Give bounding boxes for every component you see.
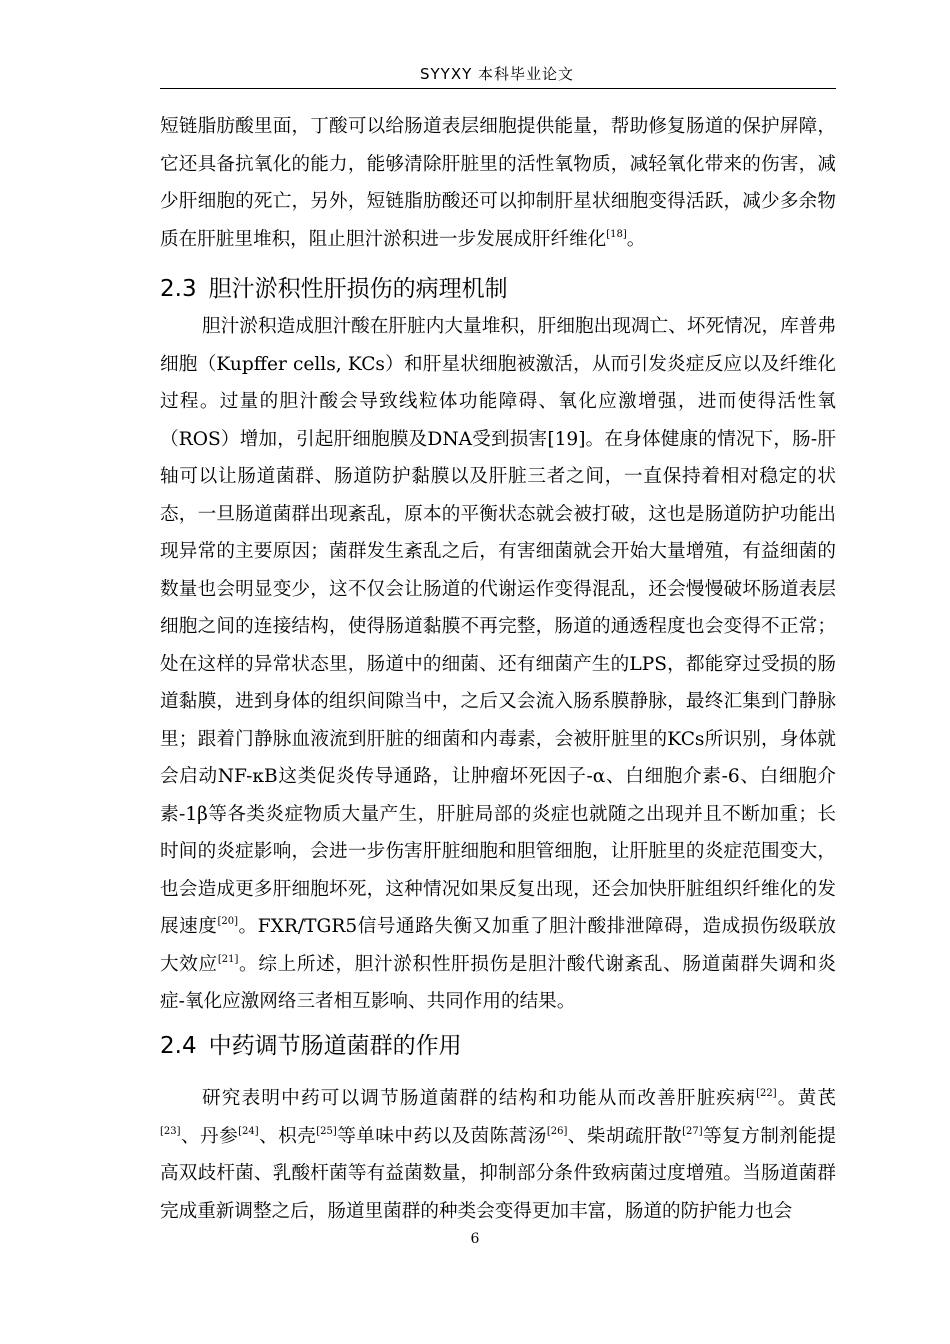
header-divider <box>160 88 836 89</box>
section-number: 2.3 <box>160 276 197 302</box>
paragraph <box>160 1080 836 1230</box>
paragraph-text: 、柴胡疏肝散 <box>567 1125 683 1147</box>
section-2-3-body <box>160 308 836 1021</box>
section-2-4-body <box>160 1080 836 1230</box>
paragraph-text: 等单味中药以及茵陈蒿汤 <box>336 1125 547 1147</box>
citation: [26] <box>546 1125 568 1137</box>
section-heading-2-3 <box>160 274 836 304</box>
section-number: 2.4 <box>160 1033 197 1059</box>
paragraph-text: 研究表明中药可以调节肠道菌群的结构和功能从而改善肝脏疾病 <box>202 1088 757 1109</box>
paragraph-text: 短链脂肪酸里面，丁酸可以给肠道表层细胞提供能量，帮助修复肠道的保护屏障，它还具备抗氧化的能力，能够清除肝脏里的活性氧物质，减轻氧化带来的伤害，减少肝细胞的死亡，另外，短链脂肪酸还可以抑制肝星状细胞变得活跃，减少多余物质在肝脏里堆积，阻止胆汁淤积进一步发展成肝纤维化 <box>160 116 836 250</box>
paragraph <box>160 108 836 258</box>
citation: [21] <box>217 953 239 965</box>
citation: [22] <box>756 1088 777 1099</box>
page-number: 6 <box>470 1231 480 1247</box>
paragraph-text: 。综上所述，胆汁淤积性肝损伤是胆汁酸代谢紊乱、肠道菌群失调和炎症-氧化应激网络三者相互影响、共同作用的结果。 <box>160 953 836 1012</box>
paragraph-text: 。黄芪 <box>776 1088 836 1109</box>
paragraph-continuation <box>160 108 836 258</box>
citation: [25] <box>316 1125 337 1137</box>
section-heading-2-4 <box>160 1031 836 1061</box>
paragraph-text: 。FXR/TGR5信号通路失衡又加重了胆汁酸排泄障碍，造成损伤级联放大效应 <box>160 916 836 975</box>
paragraph-text: 、枳壳 <box>258 1125 317 1147</box>
paragraph-text: 等复方制剂能提高双歧杆菌、乳酸杆菌等有益菌数量，抑制部分条件致病菌过度增殖。当肠道菌群完成重新调整之后，肠道里菌群的种类会变得更加丰富，肠道的防护能力也会 <box>160 1125 836 1222</box>
running-header: SYYXY 本科毕业论文 <box>419 65 575 83</box>
section-title: 胆汁淤积性肝损伤的病理机制 <box>208 276 508 302</box>
citation: [18] <box>606 228 627 240</box>
citation: [23] <box>160 1125 181 1137</box>
citation: [20] <box>217 916 238 927</box>
citation: [27] <box>682 1125 703 1137</box>
paragraph-text: 胆汁淤积造成胆汁酸在肝脏内大量堆积，肝细胞出现凋亡、坏死情况，库普弗细胞（Kupffer cells, KCs）和肝星状细胞被激活，从而引发炎症反应以及纤维化过程。过量的胆汁酸会导致线粒体功能障碍、氧化应激增强，进而使得活性氧（ROS）增加，引起肝细胞膜及DNA受到损害[19]。在身体健康的情况下，肠-肝轴可以让肠道菌群、肠道防护黏膜以及肝脏三者之间，一直保持着相对稳定的状态，一旦肠道菌群出现紊乱，原本的平衡状态就会被打破，这也是肠道防护功能出现异常的主要原因；菌群发生紊乱之后，有害细菌就会开始大量增殖，有益细菌的数量也会明显变少，这不仅会让肠道的代谢运作变得混乱，还会慢慢破坏肠道表层细胞之间的连接结构，使得肠道黏膜不再完整，肠道的通透程度也会变得不正常；处在这样的异常状态里，肠道中的细菌、还有细菌产生的LPS，都能穿过受损的肠道黏膜，进到身体的组织间隙当中，之后又会流入肠系膜静脉，最终汇集到门静脉里；跟着门静脉血液流到肝脏的细菌和内毒素，会被肝脏里的KCs所识别，身体就会启动NF-κB这类促炎传导通路，让肿瘤坏死因子-α、白细胞介素-6、白细胞介素-1β等各类炎症物质大量产生，肝脏局部的炎症也就随之出现并且不断加重；长时间的炎症影响，会进一步伤害肝脏细胞和胆管细胞，让肝脏里的炎症范围变大，也会造成更多肝细胞坏死，这种情况如果反复出现，还会加快肝脏组织纤维化的发展速度 <box>160 316 836 937</box>
citation: [24] <box>238 1125 259 1137</box>
paragraph-text: 、丹参 <box>180 1125 239 1147</box>
paragraph <box>160 308 836 1021</box>
section-title: 中药调节肠道菌群的作用 <box>208 1033 462 1059</box>
paragraph-text-end: 。 <box>626 228 646 250</box>
